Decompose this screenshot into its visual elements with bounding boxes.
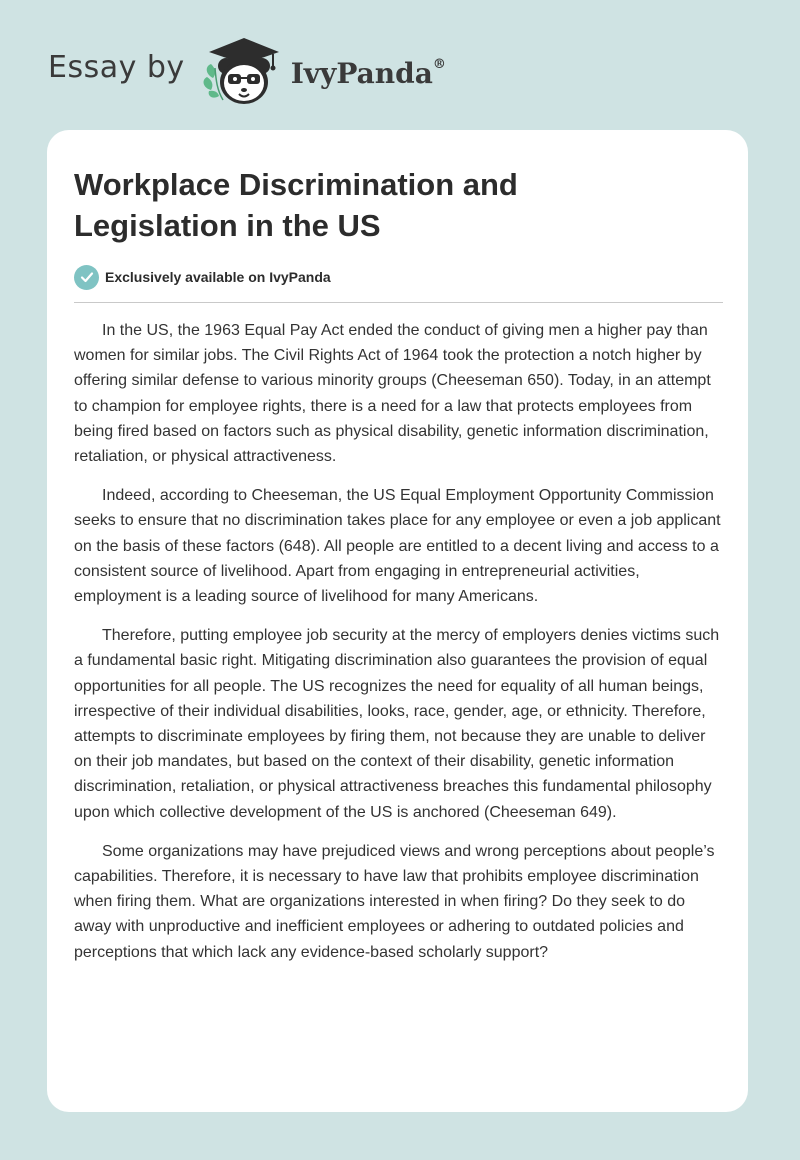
page-title: Workplace Discrimination and Legislation in the US xyxy=(74,167,518,243)
site-header xyxy=(48,30,446,110)
brand-name[interactable]: IvyPanda® xyxy=(290,56,446,90)
panda-graduate-logo-icon[interactable] xyxy=(199,30,289,110)
essay-by-label: Essay by xyxy=(48,49,185,85)
checkmark-icon xyxy=(74,265,99,290)
paragraph: Therefore, putting employee job security at the mercy of employers denies victims such a fundamental basic right. Mitigating discrimination also guarantees the provision of equal opportunities for all people. The US recognizes the need for equality of all human beings, irrespective of their individual disabilities, looks, race, gender, age, or ethnicity. Therefore, attempts to discriminate employees by firing them, not because they are unable to deliver on their job mandates, but based on the context of their disability, genetic information discrimination, retaliation, or physical attractiveness breaches this fundamental philosophy upon which collective development of the US is anchored (Cheeseman 649). xyxy=(74,627,720,821)
paragraph: Some organizations may have prejudiced views and wrong perceptions about people’s capabilities. Therefore, it is necessary to have law that prohibits employee discrimination when firing them. What are organizations interested in when firing? Do they seek to do away with unproductive and inefficient employees or adhering to outdated policies and perceptions that which lack any evidence-based scholarly support? xyxy=(74,842,715,961)
divider xyxy=(74,302,723,303)
exclusive-badge-label: Exclusively available on IvyPanda xyxy=(105,269,331,285)
exclusive-badge xyxy=(74,264,722,290)
essay-body xyxy=(74,318,722,965)
paragraph: Indeed, according to Cheeseman, the US Equal Employment Opportunity Commission seeks to ensure that no discrimination takes place for any employee or even a job applicant on the basis of these factors (648). All people are entitled to a decent living and access to a consistent source of livelihood. Apart from engaging in entrepreneurial activities, employment is a leading source of livelihood for many Americans. xyxy=(74,487,721,606)
paragraph: In the US, the 1963 Equal Pay Act ended the conduct of giving men a higher pay than women for similar jobs. The Civil Rights Act of 1964 took the protection a notch higher by offering similar defense to various minority groups (Cheeseman 650). Today, in an attempt to champion for employee rights, there is a need for a law that protects employees from being fired based on factors such as physical disability, genetic information discrimination, retaliation, or physical attractiveness. xyxy=(74,322,711,466)
essay-card xyxy=(47,130,748,1112)
registered-mark: ® xyxy=(432,57,446,73)
